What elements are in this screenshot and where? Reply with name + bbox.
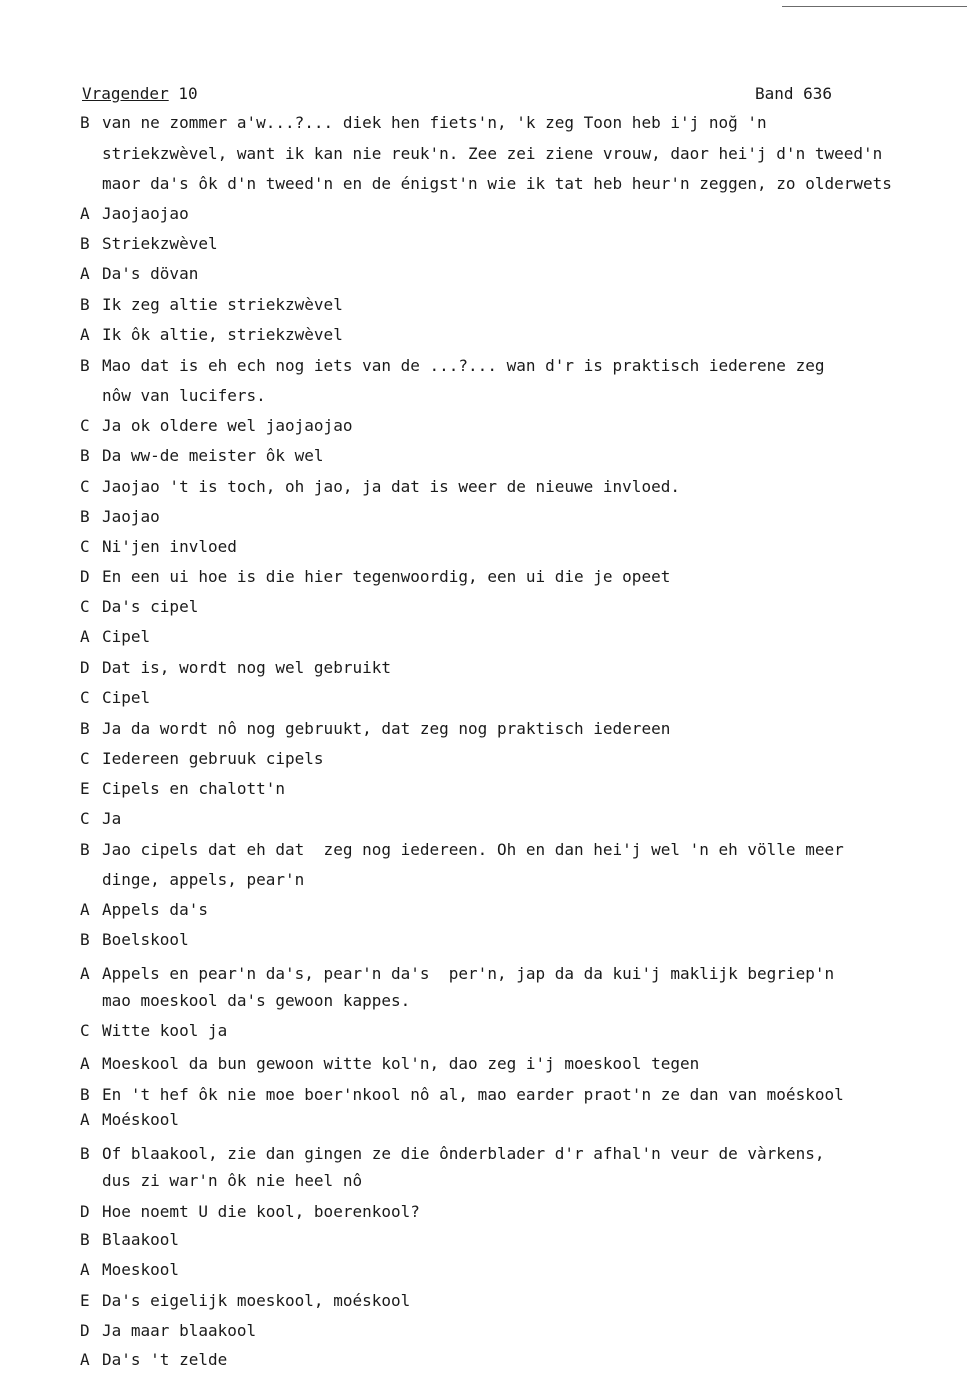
speaker-label: E: [80, 780, 90, 798]
transcript-line: [80, 1086, 970, 1104]
utterance-text: Cipel: [102, 628, 151, 646]
transcript-line: [80, 1322, 970, 1340]
speaker-label: C: [80, 750, 90, 768]
transcript-line: [80, 1055, 970, 1073]
transcript-line: [80, 478, 970, 496]
utterance-text: Cipels en chalott'n: [102, 780, 286, 798]
transcript-line: [80, 235, 970, 253]
utterance-text: Boelskool: [102, 931, 189, 949]
transcript-line: [80, 508, 970, 526]
utterance-text: Witte kool ja: [102, 1022, 228, 1040]
utterance-text: Hoe noemt U die kool, boerenkool?: [102, 1203, 420, 1221]
utterance-text: Ik ôk altie, striekzwèvel: [102, 326, 343, 344]
transcript-line: [80, 1203, 970, 1221]
transcript-line: [80, 1351, 970, 1369]
utterance-text: Ja ok oldere wel jaojaojao: [102, 417, 353, 435]
utterance-text: En 't hef ôk nie moe boer'nkool nô al, mao earder praot'n ze dan van moéskool: [102, 1086, 844, 1104]
transcript-line: [80, 296, 970, 314]
speaker-label: [80, 175, 102, 193]
transcript-line: [80, 1111, 970, 1129]
speaker-label: A: [80, 265, 90, 283]
transcript-line: [80, 1231, 970, 1249]
transcript-line: [80, 568, 970, 586]
utterance-text: Moeskool: [102, 1261, 180, 1279]
transcript-line: [80, 145, 970, 163]
utterance-text: Da ww-de meister ôk wel: [102, 447, 324, 465]
speaker-label: [80, 992, 102, 1010]
speaker-label: B: [80, 720, 90, 738]
utterance-text: Moéskool: [102, 1111, 180, 1129]
speaker-label: D: [80, 1322, 90, 1340]
transcript-line: [80, 417, 970, 435]
transcript-line: [80, 901, 970, 919]
speaker-label: B: [80, 508, 90, 526]
utterance-text: En een ui hoe is die hier tegenwoordig, een ui die je opeet: [102, 568, 671, 586]
utterance-text: Ja da wordt nô nog gebruukt, dat zeg nog praktisch iedereen: [102, 720, 671, 738]
speaker-label: C: [80, 478, 90, 496]
speaker-label: C: [80, 689, 90, 707]
speaker-label: A: [80, 1111, 90, 1129]
utterance-text: Moeskool da bun gewoon witte kol'n, dao zeg i'j moeskool tegen: [102, 1055, 700, 1073]
utterance-text: mao moeskool da's gewoon kappes.: [102, 992, 411, 1010]
transcript-line: [80, 598, 970, 616]
utterance-text: Jaojao 't is toch, oh jao, ja dat is weer de nieuwe invloed.: [102, 478, 680, 496]
utterance-text: Appels en pear'n da's, pear'n da's per'n, jap da da kui'j maklijk begriep'n: [102, 965, 835, 983]
utterance-text: Da's dövan: [102, 265, 199, 283]
header-number: 10: [178, 84, 198, 103]
utterance-text: van ne zommer a'w...?... diek hen fiets'n, 'k zeg Toon heb i'j noğ 'n: [102, 114, 767, 132]
speaker-label: A: [80, 1261, 90, 1279]
utterance-text: Blaakool: [102, 1231, 180, 1249]
speaker-label: E: [80, 1292, 90, 1310]
utterance-text: Dat is, wordt nog wel gebruikt: [102, 659, 391, 677]
transcript-line: [80, 538, 970, 556]
transcript-line: [80, 114, 970, 132]
utterance-text: nôw van lucifers.: [102, 387, 266, 405]
transcript-line: [80, 965, 970, 983]
header-title: Vragender: [82, 84, 169, 103]
utterance-text: Iedereen gebruuk cipels: [102, 750, 324, 768]
transcript-line: [80, 1292, 970, 1310]
transcript-line: [80, 1145, 970, 1163]
utterance-text: Mao dat is eh ech nog iets van de ...?... wan d'r is praktisch iederene zeg: [102, 357, 825, 375]
transcript-line: [80, 1172, 970, 1190]
utterance-text: Da's 't zelde: [102, 1351, 228, 1369]
transcript-line: [80, 810, 970, 828]
speaker-label: A: [80, 1055, 90, 1073]
speaker-label: [80, 145, 102, 163]
speaker-label: [80, 1172, 102, 1190]
speaker-label: A: [80, 901, 90, 919]
utterance-text: Of blaakool, zie dan gingen ze die ônderblader d'r afhal'n veur de vàrkens,: [102, 1145, 825, 1163]
speaker-label: A: [80, 628, 90, 646]
transcript-line: [80, 689, 970, 707]
speaker-label: A: [80, 205, 90, 223]
utterance-text: striekzwèvel, want ik kan nie reuk'n. Zee zei ziene vrouw, daor hei'j d'n tweed'n: [102, 145, 883, 163]
speaker-label: B: [80, 841, 90, 859]
speaker-label: C: [80, 538, 90, 556]
speaker-label: B: [80, 931, 90, 949]
transcript-line: [80, 357, 970, 375]
utterance-text: Striekzwèvel: [102, 235, 218, 253]
speaker-label: A: [80, 965, 90, 983]
speaker-label: B: [80, 114, 90, 132]
transcript-line: [80, 750, 970, 768]
utterance-text: Ik zeg altie striekzwèvel: [102, 296, 343, 314]
header-left: [82, 84, 198, 103]
speaker-label: B: [80, 357, 90, 375]
transcript-line: [80, 720, 970, 738]
transcript-line: [80, 992, 970, 1010]
utterance-text: Da's eigelijk moeskool, moéskool: [102, 1292, 411, 1310]
speaker-label: B: [80, 1145, 90, 1163]
transcript-line: [80, 265, 970, 283]
transcript-line: [80, 780, 970, 798]
speaker-label: D: [80, 1203, 90, 1221]
header-band: Band 636: [754, 84, 832, 103]
speaker-label: B: [80, 235, 90, 253]
transcript-line: [80, 447, 970, 465]
speaker-label: B: [80, 447, 90, 465]
speaker-label: C: [80, 598, 90, 616]
transcript-line: [80, 205, 970, 223]
transcript-line: [80, 175, 970, 193]
transcript-line: [80, 841, 970, 859]
utterance-text: Jaojaojao: [102, 205, 189, 223]
utterance-text: Ja: [102, 810, 122, 828]
speaker-label: B: [80, 296, 90, 314]
transcript-line: [80, 659, 970, 677]
transcript-line: [80, 326, 970, 344]
utterance-text: dus zi war'n ôk nie heel nô: [102, 1172, 363, 1190]
transcript-line: [80, 871, 970, 889]
speaker-label: C: [80, 810, 90, 828]
utterance-text: Jaojao: [102, 508, 160, 526]
transcript-line: [80, 931, 970, 949]
utterance-text: Da's cipel: [102, 598, 199, 616]
utterance-text: Ni'jen invloed: [102, 538, 237, 556]
speaker-label: A: [80, 1351, 90, 1369]
transcript-line: [80, 1022, 970, 1040]
speaker-label: A: [80, 326, 90, 344]
page-header: [82, 84, 832, 108]
utterance-text: Cipel: [102, 689, 151, 707]
speaker-label: C: [80, 1022, 90, 1040]
transcript-line: [80, 1261, 970, 1279]
speaker-label: [80, 871, 102, 889]
speaker-label: B: [80, 1231, 90, 1249]
speaker-label: D: [80, 659, 90, 677]
speaker-label: B: [80, 1086, 90, 1104]
utterance-text: maor da's ôk d'n tweed'n en de énigst'n wie ik tat heb heur'n zeggen, zo olderwets: [102, 175, 892, 193]
transcript-line: [80, 387, 970, 405]
utterance-text: Appels da's: [102, 901, 208, 919]
speaker-label: [80, 387, 102, 405]
transcript-line: [80, 628, 970, 646]
speaker-label: C: [80, 417, 90, 435]
utterance-text: Jao cipels dat eh dat zeg nog iedereen. Oh en dan hei'j wel 'n eh völle meer: [102, 841, 844, 859]
utterance-text: dinge, appels, pear'n: [102, 871, 305, 889]
utterance-text: Ja maar blaakool: [102, 1322, 257, 1340]
speaker-label: D: [80, 568, 90, 586]
